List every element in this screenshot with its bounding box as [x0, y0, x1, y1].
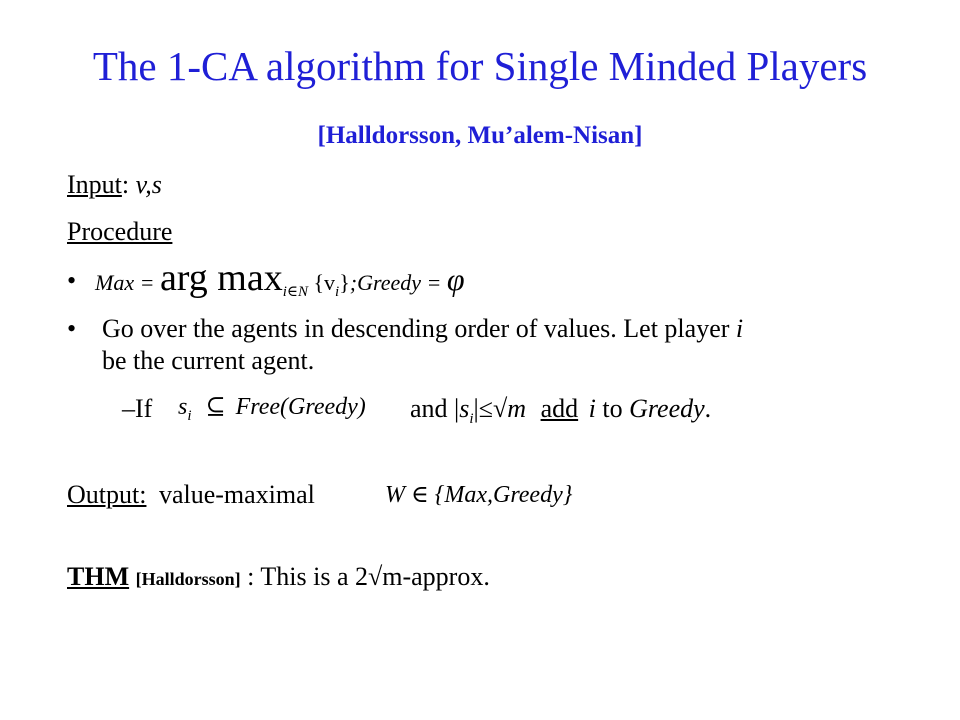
- formula-set-sub: i: [335, 284, 340, 300]
- cond-and: and |: [410, 394, 460, 423]
- max-formula: [95, 256, 465, 301]
- theorem-line: [67, 562, 490, 592]
- sub-bullet-dash: –: [122, 394, 135, 423]
- formula-phi: φ: [446, 261, 465, 297]
- procedure-label: Procedure: [67, 217, 173, 246]
- formula-argmax: arg max: [159, 257, 283, 299]
- input-value: v,s: [135, 170, 162, 199]
- cond-period: .: [704, 394, 712, 423]
- cond-i: i: [588, 394, 596, 423]
- formula-max-lhs: Max =: [95, 270, 155, 295]
- formula-set-close: }: [339, 270, 350, 295]
- subset-symbol: ⊆: [205, 394, 226, 420]
- subset-s: s: [178, 394, 188, 420]
- input-label: Input: [67, 170, 122, 199]
- theorem-text: : This is a 2√m-approx.: [247, 562, 490, 591]
- theorem-label: THM: [67, 562, 130, 591]
- subset-s-sub: i: [187, 408, 192, 424]
- input-sep: :: [121, 170, 130, 199]
- cond-s-sub: i: [469, 411, 474, 427]
- output-text: value-maximal: [158, 480, 315, 509]
- output-line: [67, 480, 315, 510]
- cond-m: m: [507, 394, 527, 423]
- bullet-2-line1: [102, 314, 743, 344]
- formula-set: {v: [313, 270, 336, 295]
- theorem-cite: [Halldorsson]: [135, 569, 241, 589]
- sub-bullet-if: If: [135, 394, 153, 423]
- cond-leq-sqrt: |≤√: [473, 394, 508, 423]
- formula-argmax-sub: i∈N: [282, 284, 308, 300]
- bullet-2-text: Go over the agents in descending order of values. Let player: [102, 314, 736, 343]
- bullet-2-line2: be the current agent.: [102, 346, 315, 375]
- cond-add: add: [540, 394, 579, 423]
- output-formula: W ∈ {Max,Greedy}: [385, 482, 573, 508]
- slide-title: The 1-CA algorithm for Single Minded Players: [92, 43, 868, 89]
- bullet-2-var: i: [735, 314, 744, 343]
- output-label: Output:: [67, 480, 147, 509]
- sub-bullet: [122, 394, 152, 424]
- citation: [Halldorsson, Mu’alem-Nisan]: [317, 122, 643, 149]
- subset-free: Free(Greedy): [235, 394, 366, 420]
- sub-bullet-cond: [410, 394, 711, 428]
- formula-greedy: ;Greedy =: [349, 270, 442, 295]
- cond-s: s: [459, 394, 470, 423]
- bullet-2: •: [67, 314, 77, 343]
- subset-formula: [178, 392, 366, 425]
- input-line: [67, 170, 162, 200]
- cond-to: to: [602, 394, 623, 423]
- bullet-1: •: [67, 266, 77, 295]
- cond-greedy: Greedy: [629, 394, 705, 423]
